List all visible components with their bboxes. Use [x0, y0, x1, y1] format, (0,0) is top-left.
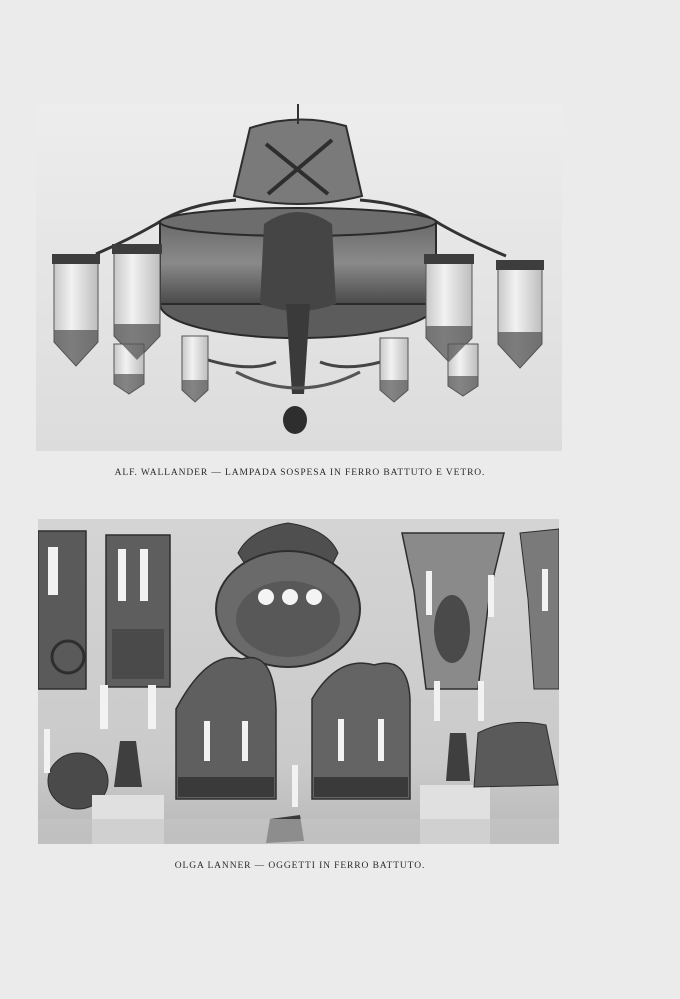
wrought-iron-objects-photo	[38, 519, 559, 844]
plate-caption: OLGA LANNER — OGGETTI IN FERRO BATTUTO.	[174, 861, 426, 871]
lamp-illustration	[36, 104, 562, 451]
plate-caption: ALF. WALLANDER — LAMPADA SOSPESA IN FERRO BATTUTO E VETRO.	[114, 468, 486, 478]
hanging-lamp-photo	[36, 104, 562, 451]
iron-objects-illustration	[38, 519, 559, 844]
